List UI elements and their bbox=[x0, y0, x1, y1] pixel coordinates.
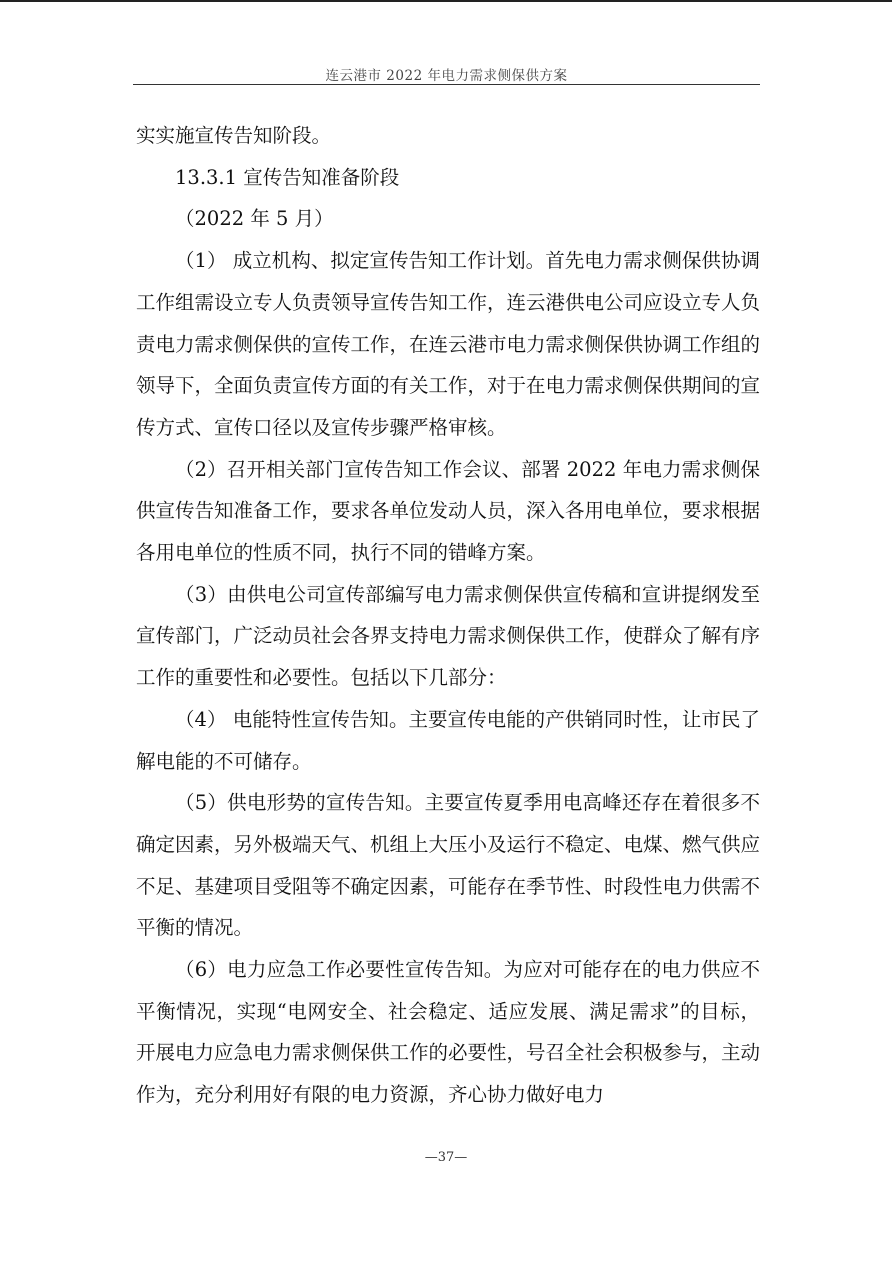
page-number: —37— bbox=[424, 1150, 468, 1165]
paragraph: （5）供电形势的宣传告知。主要宣传夏季用电高峰还存在着很多不确定因素，另外极端天气、机组上大压小及运行不稳定、电煤、燃气供应不足、基建项目受阻等不确定因素，可能存在季节性、时段性电力供需不平衡的情况。 bbox=[136, 791, 761, 940]
paragraph: （3）由供电公司宣传部编写电力需求侧保供宣传稿和宣讲提纲发至宣传部门，广泛动员社会各界支持电力需求侧保供工作，使群众了解有序工作的重要性和必要性。包括以下几部分： bbox=[136, 582, 761, 690]
paragraph: 实实施宣传告知阶段。 bbox=[136, 124, 332, 147]
page-top-border bbox=[0, 0, 892, 2]
paragraph: （6）电力应急工作必要性宣传告知。为应对可能存在的电力供应不平衡情况，实现“电网安全、社会稳定、适应发展、满足需求”的目标，开展电力应急电力需求侧保供工作的必要性，号召全社会积极参与，主动作为，充分利用好有限的电力资源，齐心协力做好电力 bbox=[136, 958, 761, 1107]
section-date: （2022 年 5 月） bbox=[175, 207, 334, 231]
paragraph: （4） 电能特性宣传告知。主要宣传电能的产供销同时性，让市民了解电能的不可储存。 bbox=[136, 707, 760, 773]
document-body bbox=[136, 115, 760, 1116]
header-divider bbox=[133, 84, 760, 85]
running-header: 连云港市 2022 年电力需求侧保供方案 bbox=[325, 68, 568, 84]
paragraph: （1） 成立机构、拟定宣传告知工作计划。首先电力需求侧保供协调工作组需设立专人负责领导宣传告知工作，连云港供电公司应设立专人负责电力需求侧保供的宣传工作，在连云港市电力需求侧保供协调工作组的领导下，全面负责宣传方面的有关工作，对于在电力需求侧保供期间的宣传方式、宣传口径以及宣传步骤严格审核。 bbox=[136, 249, 761, 439]
paragraph: （2）召开相关部门宣传告知工作会议、部署 2022 年电力需求侧保供宣传告知准备工作，要求各单位发动人员，深入各用电单位，要求根据各用电单位的性质不同，执行不同的错峰方案。 bbox=[136, 457, 761, 565]
section-heading: 13.3.1 宣传告知准备阶段 bbox=[175, 165, 400, 189]
